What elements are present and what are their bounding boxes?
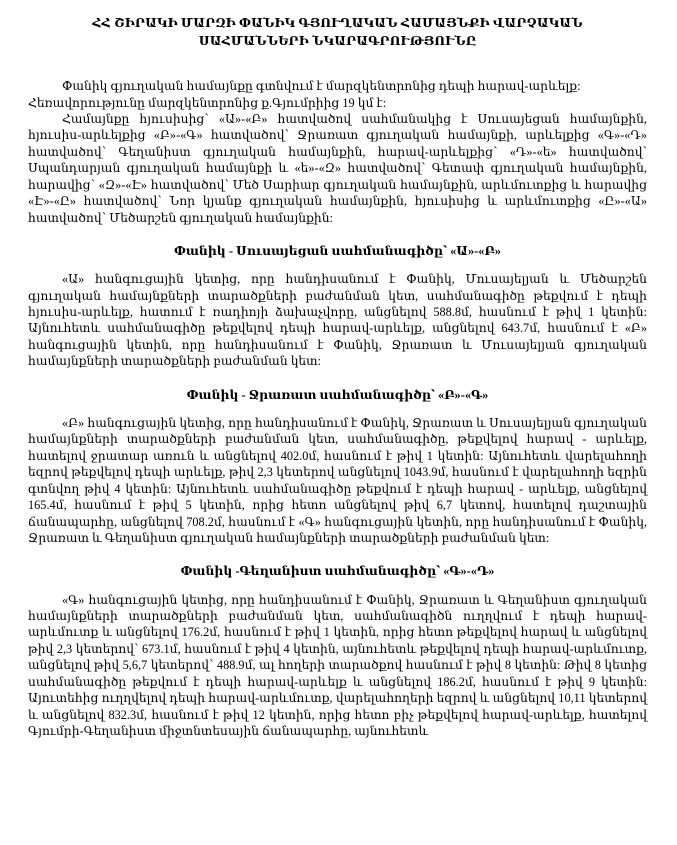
section-heading-3: Փանիկ -Գեղանիստ սահմանագիծը՝ «Գ»-«Դ» <box>180 564 495 579</box>
intro-paragraph-1: Փանիկ գյուղական համայնքը գտնվում է մարզկենտրոնից դեպի հարավ-արևելք: <box>62 79 581 94</box>
section-2-paragraph-1: «Բ» հանգուցային կետից, որը հանդիսանում է Փանիկ, Ջրառատ և Սուսայելյան գյուղական համայնքների տարածքների բաժանման կետ, սահմանագիծը, թեքվելով հարավ - արևելք, հատելով ջրատար առուն և անցնելով 402.0մ, հասնում է թիվ 1 կետին: Այնուհետև վարելահողի եզրով թեքվելով դեպի արևելք, թիվ 2,3 կետերով անցնելով 1043.9մ, հասնում է վարելահողի եզրին գտնվող թիվ 4 կետին: Այնուհետև սահմանագիծը թեքվում է դեպի հարավ - արևելք, անցնելով 165.4մ, հասնում է թիվ 5 կետին, որից հետո անցնելով թիվ 6,7 կետով, հատելով դաշտային ճանապարհը, անցնելով 708.2մ, հասնում է «Գ» հանգուցային կետին, որը հանդիսանում է Փանիկ, Ջրառատ և Գեղանիստ գյուղական համայնքների տարածքների բաժանման կետ: <box>28 416 647 545</box>
document-title <box>28 14 647 50</box>
document-title-line-2: ՍԱՀՄԱՆՆԵՐԻ ՆԿԱՐԱԳՐՈՒԹՅՈՒՆԸ <box>198 34 477 49</box>
intro-paragraph-3: Համայնքը հյուսիսից՝ «Ա»-«Բ» հատվածով սահմանակից է Սուսայեցան համայնքին, հյուսիս-արևելքից «Բ»-«Գ» հատվածով՝ Ջրառատ գյուղական համայնքի, արևելքից «Գ»-«Դ» հատվածով՝ Գեղանիստ գյուղական համայնքին, հարավ-արևելքից՝ «Դ»-«ե» հատվածով՝ Սպանդարյան գյուղական համայնքի և «ե»-«Զ» հատվածով՝ Գետափ գյուղական համայնքին, հարավից՝ «Զ»-«Է» հատվածով՝ Մեծ Սարիար գյուղական համայնքին, արևմուտքից և հարավից «Է»-«Ը» հատվածով՝ Նոր կյանք գյուղական համայնքին, հյուսիսից և արևմուտքից «Ը»-«Ա» հատվածով՝ Մեծարշեն գյուղական համայնքին: <box>28 112 647 225</box>
section-heading-1: Փանիկ - Սուսայեցան սահմանագիծը՝ «Ա»-«Բ» <box>174 243 501 258</box>
section-heading-2: Փանիկ - Ջրառատ սահմանագիծը՝ «Բ»-«Գ» <box>186 387 489 402</box>
intro-paragraph-2: Հեռավորությունը մարզկենտրոնից ք.Գյումրիից 19 կմ է: <box>28 95 387 110</box>
section-1-paragraph-1: «Ա» հանգուցային կետից, որը հանդիսանում է Փանիկ, Մուսայելյան և Մեծարշեն գյուղական համայնքների տարածքների բաժանման կետ, սահմանագիծը թեքվում է դեպի հյուսիս-արևելք, հատում է ռադիոյի ձախաչվորը, անցնելով 588.8մ, հասնում է թիվ 1 կետին: Այնուհետև սահմանագիծը թեքվելով դեպի հարավ-արևելք, անցնելով 643.7մ, հասնում է «Բ» հանգուցային կետին, որը հանդիսանում է Փանիկ, Ջրառատ և Մուսայելյան գյուղական համայնքների տարածքների բաժանման կետ: <box>28 272 647 369</box>
document-title-line-1: ՀՀ ՇԻՐԱԿԻ ՄԱՐԶԻ ՓԱՆԻԿ ԳՅՈՒՂԱԿԱՆ ՀԱՄԱՅՆՔԻ ՎԱՐՉԱԿԱՆ <box>92 16 583 30</box>
intro-block <box>28 78 647 226</box>
section-3-paragraph-1: «Գ» հանգուցային կետից, որը հանդիսանում է Փանիկ, Ջրառատ և Գեղանիստ գյուղական համայնքների տարածքների բաժանման կետ, սահմանագիծն ուղղվում է դեպի հարավ-արևմուտք և անցնելով 176.2մ, հասնում է թիվ 1 կետին, որից հետո թեքվելով հարավ և անցնելով թիվ 2,3 կետերով՝ 673.1մ, հասնում է թիվ 4 կետին, այնուհետև թեքվելով դեպի հարավ-արևմուտք, անցնելով թիվ 5,6,7 կետերով՝ 488.9մ, ալ հողերի տարածքով հասնում է թիվ 8 կետին: Թիվ 8 կետից սահմանագիծը թեքվում է դեպի հարավ-արևելք և անցնելով 186.2մ, հասնում է թիվ 9 կետին: Այուտեհից ուղղվելով դեպի հարավ-արևմուտք, վարելահողերի եզրով և անցնելով 10,11 կետերով և անցնելով 832.3մ, հասնում է թիվ 12 կետին, որից հետո բիչ թեքվելով հարավ-արևելք, հատելով Գյումրի-Գեղանիստ միջտնտեսային ճանապարհը, այնուհետև <box>28 592 647 738</box>
